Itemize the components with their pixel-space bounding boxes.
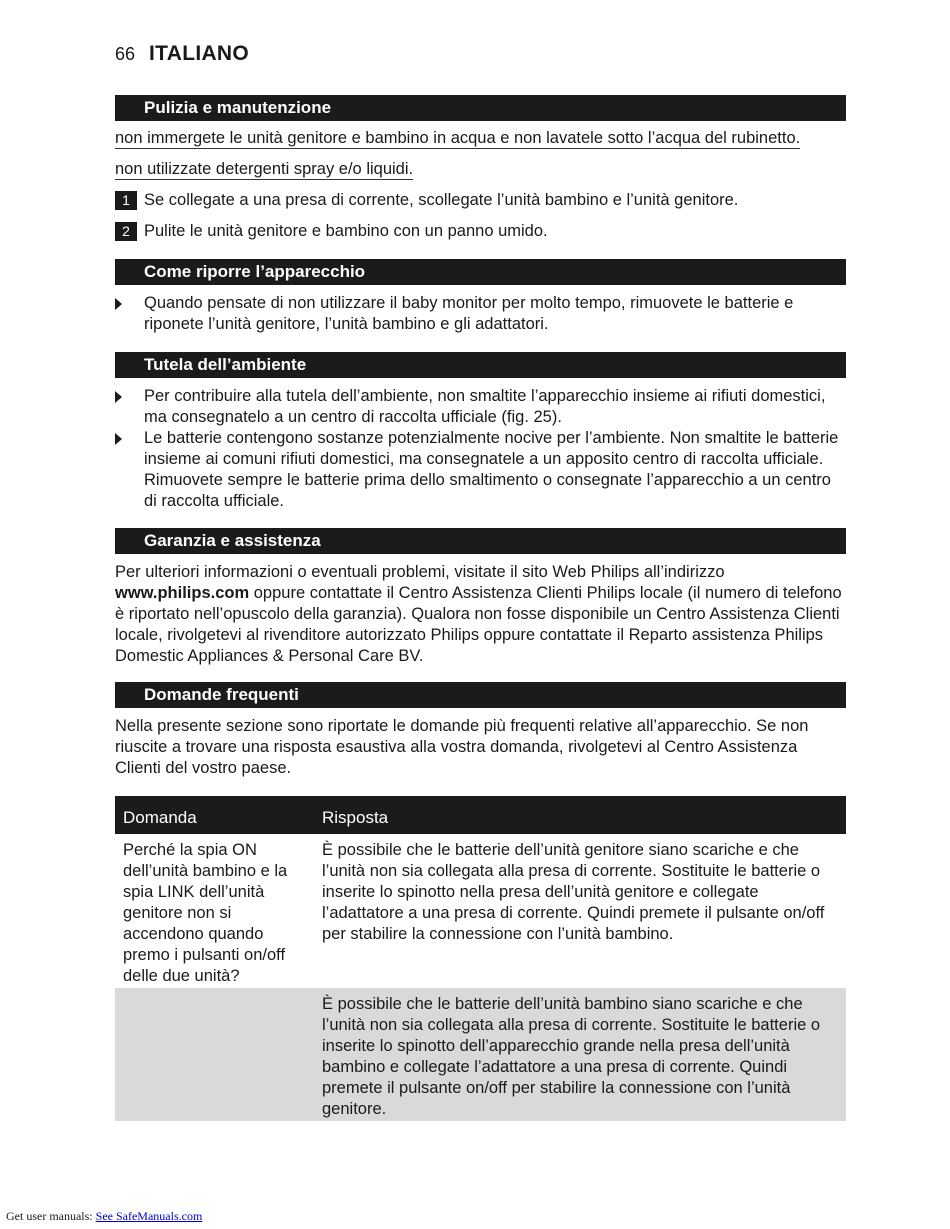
- cleaning-warning-1: [115, 128, 800, 149]
- table-row: [115, 834, 846, 988]
- page-header: [115, 42, 249, 66]
- section-title-environment: Tutela dell’ambiente: [115, 352, 846, 378]
- step-number-2: 2: [115, 222, 137, 241]
- page-number: 66: [115, 44, 136, 64]
- section-title-warranty: Garanzia e assistenza: [115, 528, 846, 554]
- column-header-question: Domanda: [123, 808, 197, 827]
- footer: [6, 1209, 202, 1224]
- step-text-2: Pulite le unità genitore e bambino con un panno umido.: [144, 222, 548, 240]
- table-row: [115, 988, 846, 1121]
- philips-website-link[interactable]: www.philips.com: [115, 584, 250, 602]
- cleaning-warning-1-text: non immergete le unità genitore e bambino in acqua e non lavatele sotto l’acqua del rubinetto.: [115, 129, 801, 147]
- faq-answer: È possibile che le batterie dell’unità bambino siano scariche e che l’unità non sia collegata alla presa di corrente. Sostituite le batterie o inserite lo spinotto dell’apparecchio grande nella presa dell’unità bambino e collegate l’adattatore a una presa di corrente. Quindi premete il pulsante on/off per stabilire la connessione con l’unità genitore.: [322, 995, 821, 1118]
- storage-bullet-1: Quando pensate di non utilizzare il baby monitor per molto tempo, rimuovete le batterie e riponete l’unità genitore, l’unità bambino e gli adattatori.: [144, 294, 794, 333]
- cleaning-warning-2-text: non utilizzate detergenti spray e/o liquidi.: [115, 160, 414, 178]
- cleaning-warning-2: [115, 159, 413, 180]
- faq-intro: Nella presente sezione sono riportate le domande più frequenti relative all’apparecchio. Se non riuscite a trovare una risposta esaustiva alla vostra domanda, rivolgetevi al Centro Assistenza Clienti del vostro paese.: [115, 717, 809, 777]
- faq-table-header: [115, 796, 846, 834]
- footer-label: Get user manuals:: [6, 1209, 93, 1223]
- warranty-text-start: Per ulteriori informazioni o eventuali problemi, visitate il sito Web Philips all’indirizzo: [115, 563, 725, 581]
- step-number-1: 1: [115, 191, 137, 210]
- bullet-marker: [115, 433, 122, 445]
- faq-answer: È possibile che le batterie dell’unità genitore siano scariche e che l’unità non sia collegata alla presa di corrente. Sostituite le batterie o inserite lo spinotto nella presa dell’unità genitore e collegate l’adattatore a una presa di corrente. Quindi premete il pulsante on/off per stabilire la connessione con l’unità bambino.: [322, 841, 825, 943]
- bullet-marker: [115, 298, 122, 310]
- warranty-text-end: oppure contattate il Centro Assistenza Clienti Philips locale (il numero di telefono è riportato nell’opuscolo della garanzia). Qualora non fosse disponibile un Centro Assistenza Clienti locale, rivolgetevi al rivenditore autorizzato Philips oppure contattate il Reparto assistenza Philips Domestic Appliances & Personal Care BV.: [115, 584, 842, 665]
- bullet-marker: [115, 391, 122, 403]
- faq-table: [115, 796, 846, 1121]
- faq-question: Perché la spia ON dell’unità bambino e la spia LINK dell’unità genitore non si accendono quando premo i pulsanti on/off delle due unità?: [123, 841, 288, 985]
- safemanuals-link[interactable]: See SafeManuals.com: [95, 1209, 203, 1223]
- section-title-storage: Come riporre l’apparecchio: [115, 259, 846, 285]
- section-title-faq: Domande frequenti: [115, 682, 846, 708]
- page-language-title: ITALIANO: [149, 42, 250, 65]
- environment-bullet-2: Le batterie contengono sostanze potenzialmente nocive per l’ambiente. Non smaltite le batterie insieme ai comuni rifiuti domestici, ma consegnatele a un apposito centro di raccolta ufficiale. Rimuovete sempre le batterie prima dello smaltimento o consegnate l’apparecchio a un centro di raccolta ufficiale.: [144, 429, 839, 510]
- step-text-1: Se collegate a una presa di corrente, scollegate l’unità bambino e l’unità genitore.: [144, 191, 739, 209]
- environment-bullet-1: Per contribuire alla tutela dell’ambiente, non smaltite l’apparecchio insieme ai rifiuti domestici, ma consegnatelo a un centro di raccolta ufficiale (fig. 25).: [144, 387, 826, 426]
- section-title-cleaning: Pulizia e manutenzione: [115, 95, 846, 121]
- column-header-answer: Risposta: [322, 808, 389, 827]
- warranty-paragraph: [115, 562, 846, 667]
